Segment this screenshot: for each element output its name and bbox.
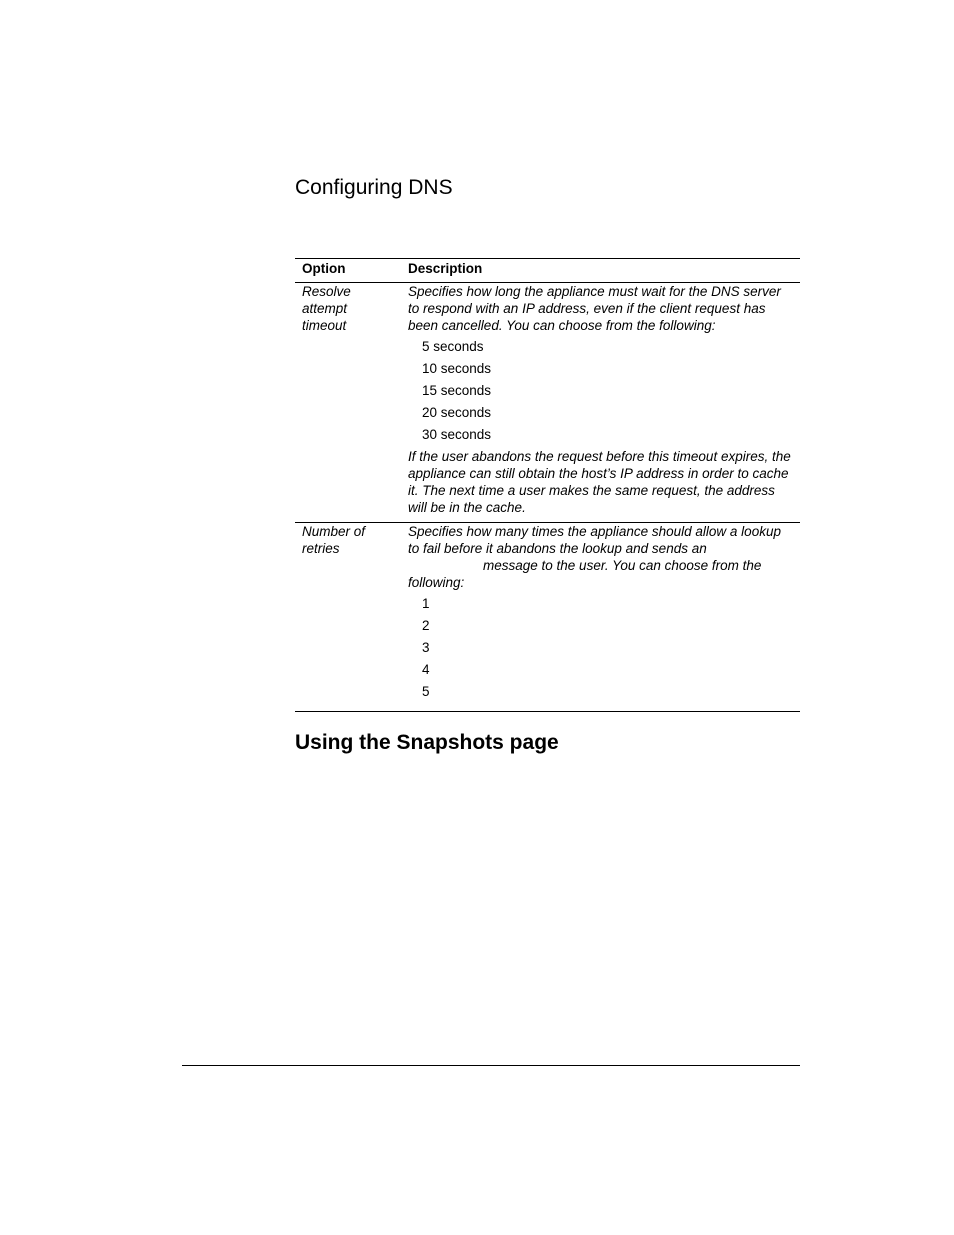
list-item: 20 seconds [422, 405, 492, 420]
description-text-part1: Specifies how many times the appliance should allow a lookup to fail before it abandons the lookup and sends an [408, 524, 781, 556]
option-name: Resolve attempt timeout [295, 283, 401, 523]
list-item: 15 seconds [422, 383, 492, 398]
value-list [408, 595, 794, 700]
section-heading: Using the Snapshots page [295, 731, 559, 754]
option-description [401, 523, 800, 712]
list-item: 5 seconds [422, 339, 484, 354]
table-row [295, 283, 800, 523]
column-header-option: Option [295, 259, 401, 283]
table-row [295, 523, 800, 712]
list-item: 30 seconds [422, 427, 492, 442]
dns-options-table [295, 258, 800, 712]
description-note: If the user abandons the request before this timeout expires, the appliance can still obtain the host’s IP address in order to cache it. The next time a user makes the same request, the address will be in the cache. [408, 449, 791, 515]
option-description [401, 283, 800, 523]
table-header-row [295, 259, 800, 283]
description-text-part2: message to the user. You can choose from the following: [408, 558, 762, 590]
description-text [408, 523, 794, 591]
option-name: Number of retries [295, 523, 401, 712]
page-title: Configuring DNS [295, 176, 453, 199]
footer-divider [182, 1065, 800, 1066]
list-item: 3 [422, 640, 430, 655]
list-item: 4 [422, 662, 430, 677]
list-item: 5 [422, 684, 430, 699]
list-item: 10 seconds [422, 361, 492, 376]
value-list [408, 338, 794, 443]
list-item: 2 [422, 618, 430, 633]
list-item: 1 [422, 596, 430, 611]
column-header-description: Description [401, 259, 800, 283]
description-text: Specifies how long the appliance must wait for the DNS server to respond with an IP address, even if the client request has been cancelled. You can choose from the following: [408, 284, 781, 333]
